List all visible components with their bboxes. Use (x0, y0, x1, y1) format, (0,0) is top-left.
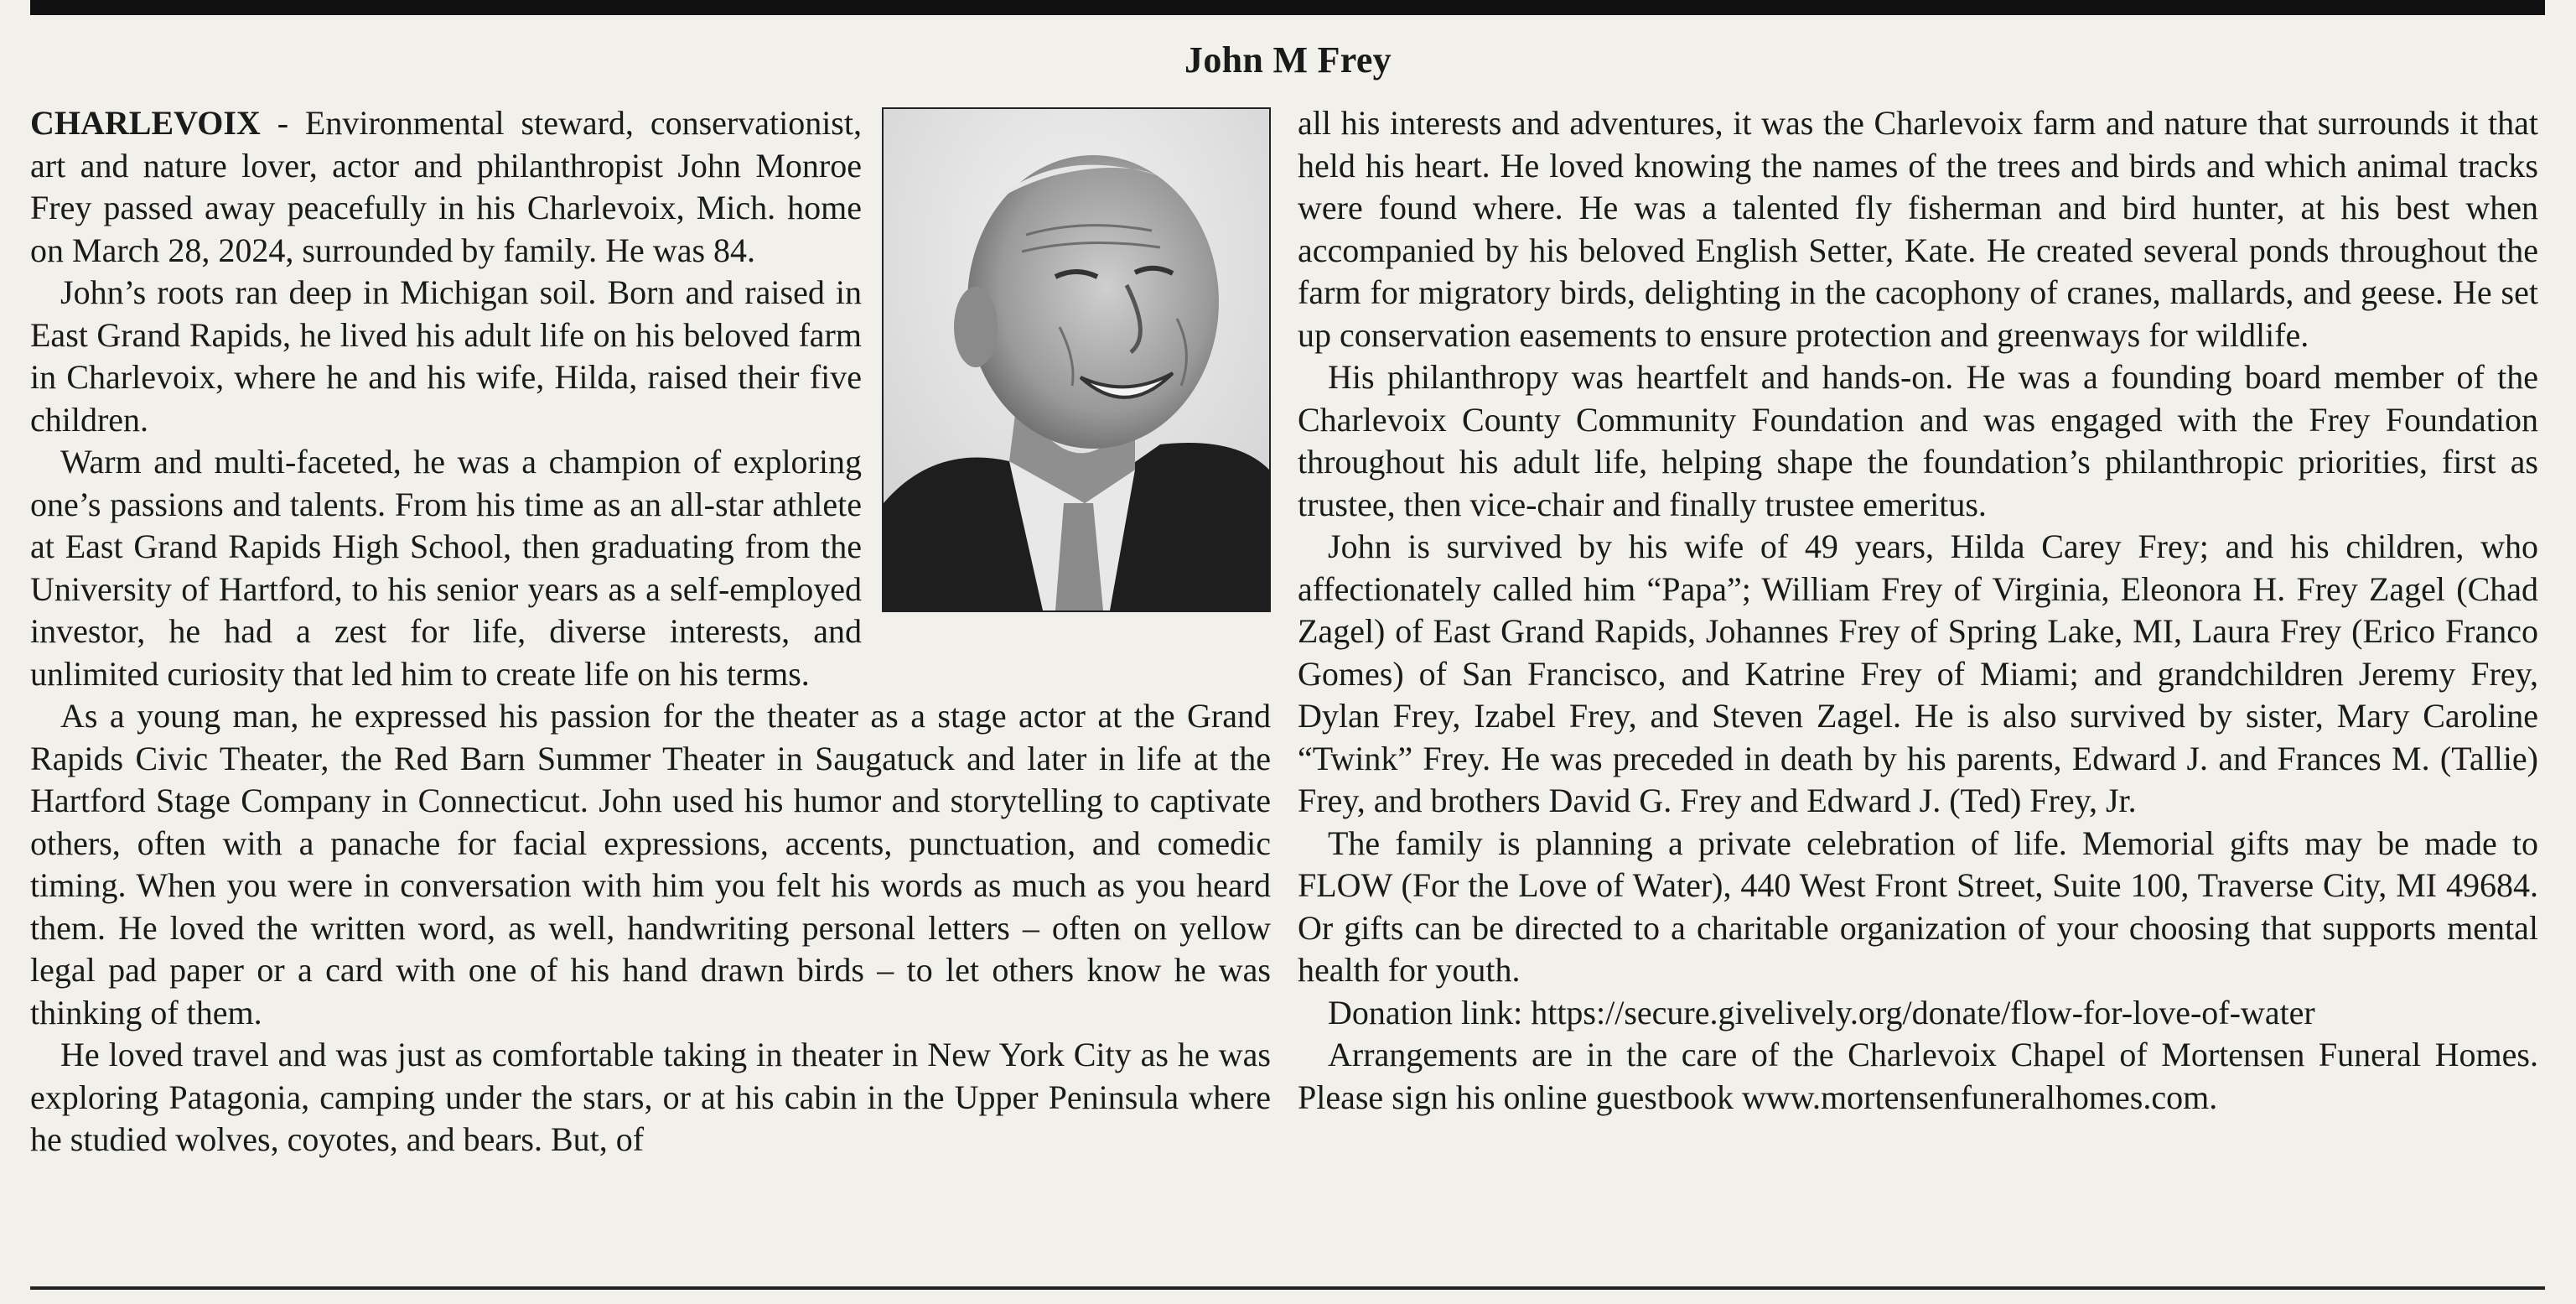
obituary-title: John M Frey (1184, 39, 1392, 81)
paragraph-8: John is survived by his wife of 49 years, Hilda Carey Frey; and his children, who affectionately called him “Papa”; William Frey of Virginia, Eleonora H. Frey Zagel (Chad Zagel) of East Grand Rapids, Johannes Frey of Spring Lake, MI, Laura Frey (Erico Franco Gomes) of San Francisco, and Katrine Frey of Miami; and grandchildren Jeremy Frey, Dylan Frey, Izabel Frey, and Steven Zagel. He is also survived by sister, Mary Caroline “Twink” Frey. He was preceded in death by his parents, Edward J. and Frances M. (Tallie) Frey, and brothers David G. Frey and Edward J. (Ted) Frey, Jr. (1298, 527, 2538, 819)
dateline: CHARLEVOIX (30, 104, 261, 142)
paragraph-2: John’s roots ran deep in Michigan soil. Born and raised in East Grand Rapids, he lived his adult life on his beloved farm in Charlevoix, where he and his wife, Hilda, raised their five children. (30, 273, 862, 439)
top-rule (30, 0, 2545, 15)
paragraph-7: His philanthropy was heartfelt and hands-on. He was a founding board member of the Charlevoix County Community Foundation and was engaged with the Frey Foundation throughout his adult life, helping shape the foundation’s philanthropic priorities, first as trustee, then vice-chair and finally trustee emeritus. (1298, 358, 2538, 523)
paragraph-5: He loved travel and was just as comfortable taking in theater in New York City as he was exploring Patagonia, camping under the stars, or at his cabin in the Upper Peninsula where he studied wolves, coyotes, and bears. But, of (30, 1036, 1271, 1158)
paragraph-4: As a young man, he expressed his passion for the theater as a stage actor at the Grand Rapids Civic Theater, the Red Barn Summer Theater in Saugatuck and later in life at the Hartford Stage Company in Connecticut. John used his humor and storytelling to captivate others, often with a panache for facial expressions, accents, punctuation, and comedic timing. When you were in conversation with him you felt his words as much as you heard them. He loved the written word, as well, handwriting personal letters – often on yellow legal pad paper or a card with one of his hand drawn birds – to let others know he was thinking of them. (30, 697, 1271, 1031)
bottom-rule (30, 1286, 2545, 1290)
donation-link: Donation link: https://secure.givelively.org/donate/flow-for-love-of-water (1328, 993, 2315, 1031)
left-column (30, 102, 1271, 1161)
paragraph-6: all his interests and adventures, it was the Charlevoix farm and nature that surrounds it that held his heart. He loved knowing the names of the trees and birds and which animal tracks were found where. He was a talented fly fisherman and bird hunter, at his best when accompanied by his beloved English Setter, Kate. He created several ponds throughout the farm for migratory birds, delighting in the cacophony of cranes, mallards, and geese. He set up conservation easements to ensure protection and greenways for wildlife. (1298, 104, 2538, 354)
arrangements: Arrangements are in the care of the Charlevoix Chapel of Mortensen Funeral Homes. Please sign his online guestbook www.mortensenfuneralhomes.com. (1298, 1036, 2538, 1116)
right-column (1298, 102, 2538, 1119)
paragraph-9: The family is planning a private celebration of life. Memorial gifts may be made to FLOW (For the Love of Water), 440 West Front Street, Suite 100, Traverse City, MI 49684. Or gifts can be directed to a charitable organization of your choosing that supports mental health for youth. (1298, 823, 2538, 989)
paragraph-3: Warm and multi-faceted, he was a champion of exploring one’s passions and talents. From his time as an all-star athlete at East Grand Rapids High School, then graduating from the University of Hartford, to his senior years as a self-employed investor, he had a zest for life, diverse interests, and unlimited curiosity that led him to create life on his terms. (30, 443, 862, 693)
portrait-image (884, 109, 1269, 610)
portrait-photo (882, 107, 1271, 612)
paragraph-1-text: - Environmental steward, conservationist, art and nature lover, actor and philanthropist John Monroe Frey passed away peacefully in his Charlevoix, Mich. home on March 28, 2024, surrounded by family. He was 84. (30, 104, 862, 269)
